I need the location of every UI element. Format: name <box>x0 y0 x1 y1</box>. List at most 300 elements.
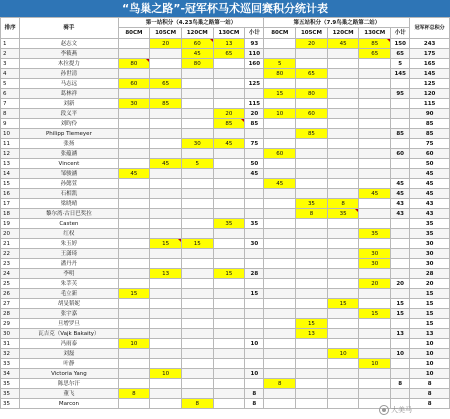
stage1-points-cell <box>118 279 150 289</box>
stage5-points-cell <box>296 379 328 389</box>
stage5-points-cell <box>296 249 328 259</box>
rider-name-cell: 刘磊 <box>20 349 118 359</box>
stage1-points-cell: 30 <box>118 99 150 109</box>
stage1-points-cell: 45 <box>118 169 150 179</box>
stage1-points-cell <box>150 229 182 239</box>
stage1-subtotal-cell <box>245 309 264 319</box>
table-row <box>1 89 450 99</box>
stage1-subtotal-cell: 125 <box>245 79 264 89</box>
stage1-height-80: 80CM <box>118 28 150 39</box>
stage1-subtotal-cell <box>245 89 264 99</box>
stage5-points-cell <box>296 339 328 349</box>
stage1-subtotal-header: 小计 <box>245 28 264 39</box>
total-points-cell: 50 <box>410 159 450 169</box>
stage1-points-cell <box>213 129 245 139</box>
rider-name-cell: 瓦吉克（Vajk Bakaity） <box>20 329 118 339</box>
wechat-channel-icon <box>379 405 389 415</box>
stage1-subtotal-cell <box>245 179 264 189</box>
stage1-points-cell <box>150 219 182 229</box>
stage5-points-cell <box>264 289 296 299</box>
stage1-subtotal-cell: 20 <box>245 109 264 119</box>
stage5-subtotal-cell <box>391 359 410 369</box>
stage1-points-cell <box>213 249 245 259</box>
total-points-cell: 35 <box>410 219 450 229</box>
stage1-points-cell: 85 <box>150 99 182 109</box>
stage5-subtotal-cell: 45 <box>391 189 410 199</box>
stage5-points-cell <box>359 149 391 159</box>
rank-cell: 35 <box>1 379 20 389</box>
stage1-points-cell <box>118 309 150 319</box>
stage1-points-cell <box>213 279 245 289</box>
stage5-subtotal-cell <box>391 229 410 239</box>
stage5-points-cell <box>327 179 359 189</box>
rank-cell: 31 <box>1 339 20 349</box>
stage1-points-cell <box>213 229 245 239</box>
rider-name-cell: 胡旻韬妮 <box>20 299 118 309</box>
stage5-points-cell <box>327 159 359 169</box>
stage1-subtotal-cell <box>245 129 264 139</box>
stage1-points-cell <box>181 79 213 89</box>
stage5-points-cell <box>264 169 296 179</box>
stage1-points-cell <box>213 189 245 199</box>
stage1-points-cell <box>181 289 213 299</box>
stage5-points-cell <box>264 329 296 339</box>
stage1-points-cell: 60 <box>181 39 213 49</box>
stage5-points-cell: 8 <box>296 209 328 219</box>
stage5-points-cell <box>327 149 359 159</box>
rank-cell: 19 <box>1 219 20 229</box>
stage1-subtotal-cell: 75 <box>245 139 264 149</box>
stage5-subtotal-cell: 8 <box>391 379 410 389</box>
stage1-subtotal-cell: 85 <box>245 119 264 129</box>
stage5-subtotal-cell <box>391 119 410 129</box>
stage1-points-cell: 8 <box>181 399 213 409</box>
stage1-points-cell <box>118 69 150 79</box>
stage5-points-cell: 20 <box>296 39 328 49</box>
stage1-points-cell: 10 <box>118 339 150 349</box>
stage5-points-cell <box>327 269 359 279</box>
stage5-points-cell <box>264 139 296 149</box>
stage5-points-cell <box>327 169 359 179</box>
stage5-points-cell <box>296 299 328 309</box>
table-row <box>1 39 450 49</box>
stage5-subtotal-cell: 60 <box>391 149 410 159</box>
rider-name-cell: 刘新 <box>20 99 118 109</box>
stage1-points-cell <box>118 219 150 229</box>
stage5-points-cell <box>359 389 391 399</box>
stage1-points-cell <box>213 59 245 69</box>
stage1-points-cell: 45 <box>150 159 182 169</box>
stage1-points-cell <box>150 259 182 269</box>
stage1-points-cell <box>181 249 213 259</box>
total-points-cell: 8 <box>410 379 450 389</box>
stage1-points-cell <box>150 279 182 289</box>
stage5-subtotal-cell <box>391 259 410 269</box>
stage1-points-cell: 20 <box>150 39 182 49</box>
stage5-points-cell: 5 <box>264 59 296 69</box>
stage5-points-cell <box>359 379 391 389</box>
rank-cell: 9 <box>1 119 20 129</box>
stage1-points-cell <box>181 99 213 109</box>
rider-name-cell: 潘丹丹 <box>20 259 118 269</box>
stage1-points-cell <box>150 399 182 409</box>
stage1-points-cell <box>181 389 213 399</box>
stage1-points-cell <box>213 89 245 99</box>
stage5-points-cell <box>296 229 328 239</box>
stage1-points-cell <box>150 329 182 339</box>
rider-name-cell: Philipp Tiemeyer <box>20 129 118 139</box>
total-points-cell: 35 <box>410 229 450 239</box>
table-row <box>1 59 450 69</box>
stage5-height-105: 105CM <box>296 28 328 39</box>
stage5-points-cell <box>327 239 359 249</box>
stage5-points-cell: 60 <box>264 149 296 159</box>
table-row <box>1 239 450 249</box>
rank-cell: 17 <box>1 199 20 209</box>
stage5-points-cell: 15 <box>264 89 296 99</box>
stage1-points-cell <box>213 179 245 189</box>
stage1-points-cell <box>181 199 213 209</box>
rank-cell: 11 <box>1 139 20 149</box>
stage5-points-cell: 35 <box>359 229 391 239</box>
rider-name-cell: Marcon <box>20 399 118 409</box>
stage1-points-cell <box>118 49 150 59</box>
stage5-points-cell <box>264 159 296 169</box>
stage5-points-cell: 85 <box>296 129 328 139</box>
stage5-points-cell <box>359 99 391 109</box>
stage1-points-cell <box>150 59 182 69</box>
stage1-points-cell <box>181 129 213 139</box>
table-row <box>1 319 450 329</box>
stage5-points-cell <box>264 209 296 219</box>
stage1-points-cell <box>150 289 182 299</box>
stage5-points-cell <box>296 219 328 229</box>
stage1-points-cell: 13 <box>213 39 245 49</box>
stage1-points-cell <box>150 199 182 209</box>
stage5-points-cell <box>359 319 391 329</box>
table-row <box>1 69 450 79</box>
stage1-points-cell <box>213 339 245 349</box>
stage5-points-cell <box>327 329 359 339</box>
stage5-subtotal-cell <box>391 289 410 299</box>
stage1-points-cell <box>181 179 213 189</box>
rank-cell: 22 <box>1 249 20 259</box>
stage1-points-cell <box>181 299 213 309</box>
stage5-points-cell <box>296 279 328 289</box>
stage1-points-cell <box>150 299 182 309</box>
stage5-subtotal-cell <box>391 159 410 169</box>
table-row <box>1 219 450 229</box>
table-row <box>1 139 450 149</box>
stage5-points-cell <box>264 299 296 309</box>
table-row <box>1 349 450 359</box>
stage1-points-cell <box>213 299 245 309</box>
total-header: 冠军杯总积分 <box>410 18 450 39</box>
watermark-label: 大美马 <box>391 406 412 414</box>
table-row <box>1 269 450 279</box>
stage5-subtotal-cell <box>391 239 410 249</box>
table-row <box>1 189 450 199</box>
rider-name-cell: 马志远 <box>20 79 118 89</box>
stage5-points-cell: 20 <box>359 279 391 289</box>
stage5-points-cell <box>327 229 359 239</box>
stage5-points-cell <box>296 269 328 279</box>
stage5-points-cell <box>327 379 359 389</box>
stage5-points-cell <box>359 349 391 359</box>
stage5-points-cell <box>264 39 296 49</box>
stage1-points-cell <box>150 389 182 399</box>
stage1-points-cell <box>181 369 213 379</box>
stage1-points-cell <box>181 259 213 269</box>
stage5-points-cell <box>327 189 359 199</box>
stage1-subtotal-cell <box>245 249 264 259</box>
stage1-points-cell <box>150 169 182 179</box>
stage5-points-cell <box>359 69 391 79</box>
rider-name-cell: 木拉提力 <box>20 59 118 69</box>
stage1-points-cell <box>150 249 182 259</box>
rider-name-cell: 段义平 <box>20 109 118 119</box>
stage1-points-cell <box>118 399 150 409</box>
stage1-subtotal-cell <box>245 259 264 269</box>
stage5-subtotal-cell: 145 <box>391 69 410 79</box>
total-points-cell: 45 <box>410 189 450 199</box>
stage1-points-cell <box>213 289 245 299</box>
stage1-points-cell <box>150 109 182 119</box>
stage1-points-cell: 45 <box>213 139 245 149</box>
stage1-points-cell <box>213 99 245 109</box>
stage1-subtotal-cell: 15 <box>245 289 264 299</box>
stage5-subtotal-cell <box>391 249 410 259</box>
rider-name-cell: 邹骏涵 <box>20 169 118 179</box>
stage1-header: 第一站积分（4.23鸟巢之路第一站） <box>118 18 264 28</box>
stage5-points-cell <box>296 369 328 379</box>
table-row <box>1 179 450 189</box>
stage5-points-cell <box>327 89 359 99</box>
stage5-height-130: 130CM <box>359 28 391 39</box>
stage5-points-cell <box>296 399 328 409</box>
stage1-subtotal-cell: 110 <box>245 49 264 59</box>
stage5-points-cell <box>264 319 296 329</box>
stage5-points-cell <box>296 179 328 189</box>
rider-name-cell: Victoria Yang <box>20 369 118 379</box>
stage1-points-cell: 80 <box>118 59 150 69</box>
stage5-points-cell <box>359 119 391 129</box>
stage5-points-cell <box>296 289 328 299</box>
total-points-cell: 45 <box>410 179 450 189</box>
stage1-points-cell: 35 <box>213 219 245 229</box>
channel-watermark <box>379 403 412 417</box>
stage5-points-cell <box>327 359 359 369</box>
stage5-points-cell <box>264 199 296 209</box>
stage1-points-cell <box>213 79 245 89</box>
stage1-points-cell <box>118 379 150 389</box>
stage5-points-cell: 8 <box>327 199 359 209</box>
stage1-points-cell <box>118 359 150 369</box>
stage1-points-cell <box>118 209 150 219</box>
stage1-subtotal-cell <box>245 149 264 159</box>
stage5-points-cell <box>359 129 391 139</box>
rank-cell: 35 <box>1 389 20 399</box>
stage5-points-cell <box>327 399 359 409</box>
total-points-cell: 45 <box>410 169 450 179</box>
stage1-subtotal-cell: 93 <box>245 39 264 49</box>
stage1-points-cell <box>213 159 245 169</box>
stage1-subtotal-cell: 115 <box>245 99 264 109</box>
rider-name-cell: 张扬 <box>20 139 118 149</box>
stage5-points-cell <box>359 289 391 299</box>
stage5-subtotal-cell: 43 <box>391 209 410 219</box>
stage1-subtotal-cell <box>245 189 264 199</box>
total-points-cell: 15 <box>410 309 450 319</box>
stage1-points-cell: 65 <box>213 49 245 59</box>
table-row <box>1 359 450 369</box>
stage5-points-cell <box>264 309 296 319</box>
stage1-points-cell <box>181 189 213 199</box>
stage1-points-cell: 65 <box>150 79 182 89</box>
stage5-points-cell <box>264 349 296 359</box>
rank-cell: 12 <box>1 149 20 159</box>
points-table <box>0 17 450 409</box>
stage1-points-cell <box>150 189 182 199</box>
stage1-points-cell <box>181 89 213 99</box>
stage5-points-cell: 30 <box>359 259 391 269</box>
stage5-subtotal-cell: 43 <box>391 199 410 209</box>
stage5-points-cell <box>359 369 391 379</box>
stage5-subtotal-cell <box>391 139 410 149</box>
rank-cell: 13 <box>1 159 20 169</box>
total-points-cell: 43 <box>410 209 450 219</box>
stage5-points-cell <box>264 359 296 369</box>
stage5-points-cell <box>359 59 391 69</box>
stage1-points-cell <box>118 199 150 209</box>
stage5-points-cell <box>327 99 359 109</box>
stage1-subtotal-cell <box>245 349 264 359</box>
total-points-cell: 15 <box>410 319 450 329</box>
header-row-stages <box>1 18 450 28</box>
table-row <box>1 159 450 169</box>
stage5-points-cell <box>359 299 391 309</box>
rank-cell: 29 <box>1 319 20 329</box>
table-row <box>1 389 450 399</box>
stage5-subtotal-cell <box>391 269 410 279</box>
total-points-cell: 75 <box>410 139 450 149</box>
stage1-points-cell <box>118 109 150 119</box>
stage5-points-cell: 13 <box>296 329 328 339</box>
table-row <box>1 299 450 309</box>
stage5-points-cell <box>296 349 328 359</box>
rider-name-cell: 毛立新 <box>20 289 118 299</box>
rank-cell: 3 <box>1 59 20 69</box>
stage1-points-cell <box>118 159 150 169</box>
stage1-points-cell: 45 <box>181 49 213 59</box>
stage5-points-cell: 60 <box>296 109 328 119</box>
stage1-height-105: 105CM <box>150 28 182 39</box>
stage1-subtotal-cell: 28 <box>245 269 264 279</box>
stage5-points-cell <box>327 129 359 139</box>
stage1-points-cell <box>213 239 245 249</box>
rider-name-cell: 张蕴涵 <box>20 149 118 159</box>
stage1-points-cell <box>118 89 150 99</box>
stage5-points-cell: 85 <box>359 39 391 49</box>
rider-name-cell: 石相凯 <box>20 189 118 199</box>
total-points-cell: 10 <box>410 349 450 359</box>
table-header <box>1 18 450 39</box>
stage1-points-cell <box>213 399 245 409</box>
table-row <box>1 99 450 109</box>
stage1-points-cell: 15 <box>213 269 245 279</box>
table-row <box>1 199 450 209</box>
stage5-points-cell <box>264 189 296 199</box>
stage1-points-cell <box>118 259 150 269</box>
rider-name-cell: 朱莘芙 <box>20 279 118 289</box>
rank-cell: 10 <box>1 129 20 139</box>
stage5-points-cell <box>264 389 296 399</box>
stage1-points-cell: 80 <box>181 59 213 69</box>
rank-cell: 1 <box>1 39 20 49</box>
table-row <box>1 249 450 259</box>
stage5-points-cell: 45 <box>264 179 296 189</box>
stage5-points-cell <box>264 49 296 59</box>
rider-name-cell: 葛林祥 <box>20 89 118 99</box>
stage1-points-cell: 20 <box>213 109 245 119</box>
rank-cell: 27 <box>1 299 20 309</box>
stage5-points-cell <box>264 219 296 229</box>
rider-name-cell: 黎尔湾·古日巴奖拉 <box>20 209 118 219</box>
stage1-subtotal-cell: 45 <box>245 169 264 179</box>
stage1-subtotal-cell <box>245 209 264 219</box>
stage5-subtotal-cell <box>391 99 410 109</box>
stage1-points-cell <box>118 149 150 159</box>
stage1-points-cell: 30 <box>181 139 213 149</box>
table-row <box>1 119 450 129</box>
stage5-subtotal-cell <box>391 369 410 379</box>
stage1-points-cell <box>213 69 245 79</box>
stage5-points-cell <box>296 79 328 89</box>
stage5-subtotal-cell <box>391 389 410 399</box>
stage1-points-cell <box>118 319 150 329</box>
stage1-points-cell <box>181 279 213 289</box>
stage5-subtotal-cell <box>391 79 410 89</box>
total-points-cell: 145 <box>410 69 450 79</box>
stage5-points-cell <box>327 259 359 269</box>
stage1-height-130: 130CM <box>213 28 245 39</box>
rank-cell: 2 <box>1 49 20 59</box>
stage5-points-cell <box>327 369 359 379</box>
stage5-points-cell <box>296 389 328 399</box>
stage5-points-cell <box>264 369 296 379</box>
stage5-points-cell <box>264 269 296 279</box>
stage1-points-cell: 15 <box>150 239 182 249</box>
stage1-height-120: 120CM <box>181 28 213 39</box>
rank-cell: 16 <box>1 189 20 199</box>
stage5-points-cell <box>264 279 296 289</box>
rank-cell: 28 <box>1 309 20 319</box>
stage5-points-cell <box>359 109 391 119</box>
stage5-points-cell <box>327 69 359 79</box>
stage5-points-cell <box>296 159 328 169</box>
total-points-cell: 15 <box>410 299 450 309</box>
stage5-subtotal-cell: 45 <box>391 179 410 189</box>
stage1-subtotal-cell: 50 <box>245 159 264 169</box>
stage5-subtotal-cell: 85 <box>391 129 410 139</box>
stage1-points-cell <box>150 139 182 149</box>
stage5-points-cell: 35 <box>327 209 359 219</box>
stage5-points-cell <box>359 219 391 229</box>
rank-cell: 6 <box>1 89 20 99</box>
stage1-points-cell <box>213 329 245 339</box>
rider-name-cell: 红权 <box>20 229 118 239</box>
stage5-points-cell: 30 <box>359 249 391 259</box>
